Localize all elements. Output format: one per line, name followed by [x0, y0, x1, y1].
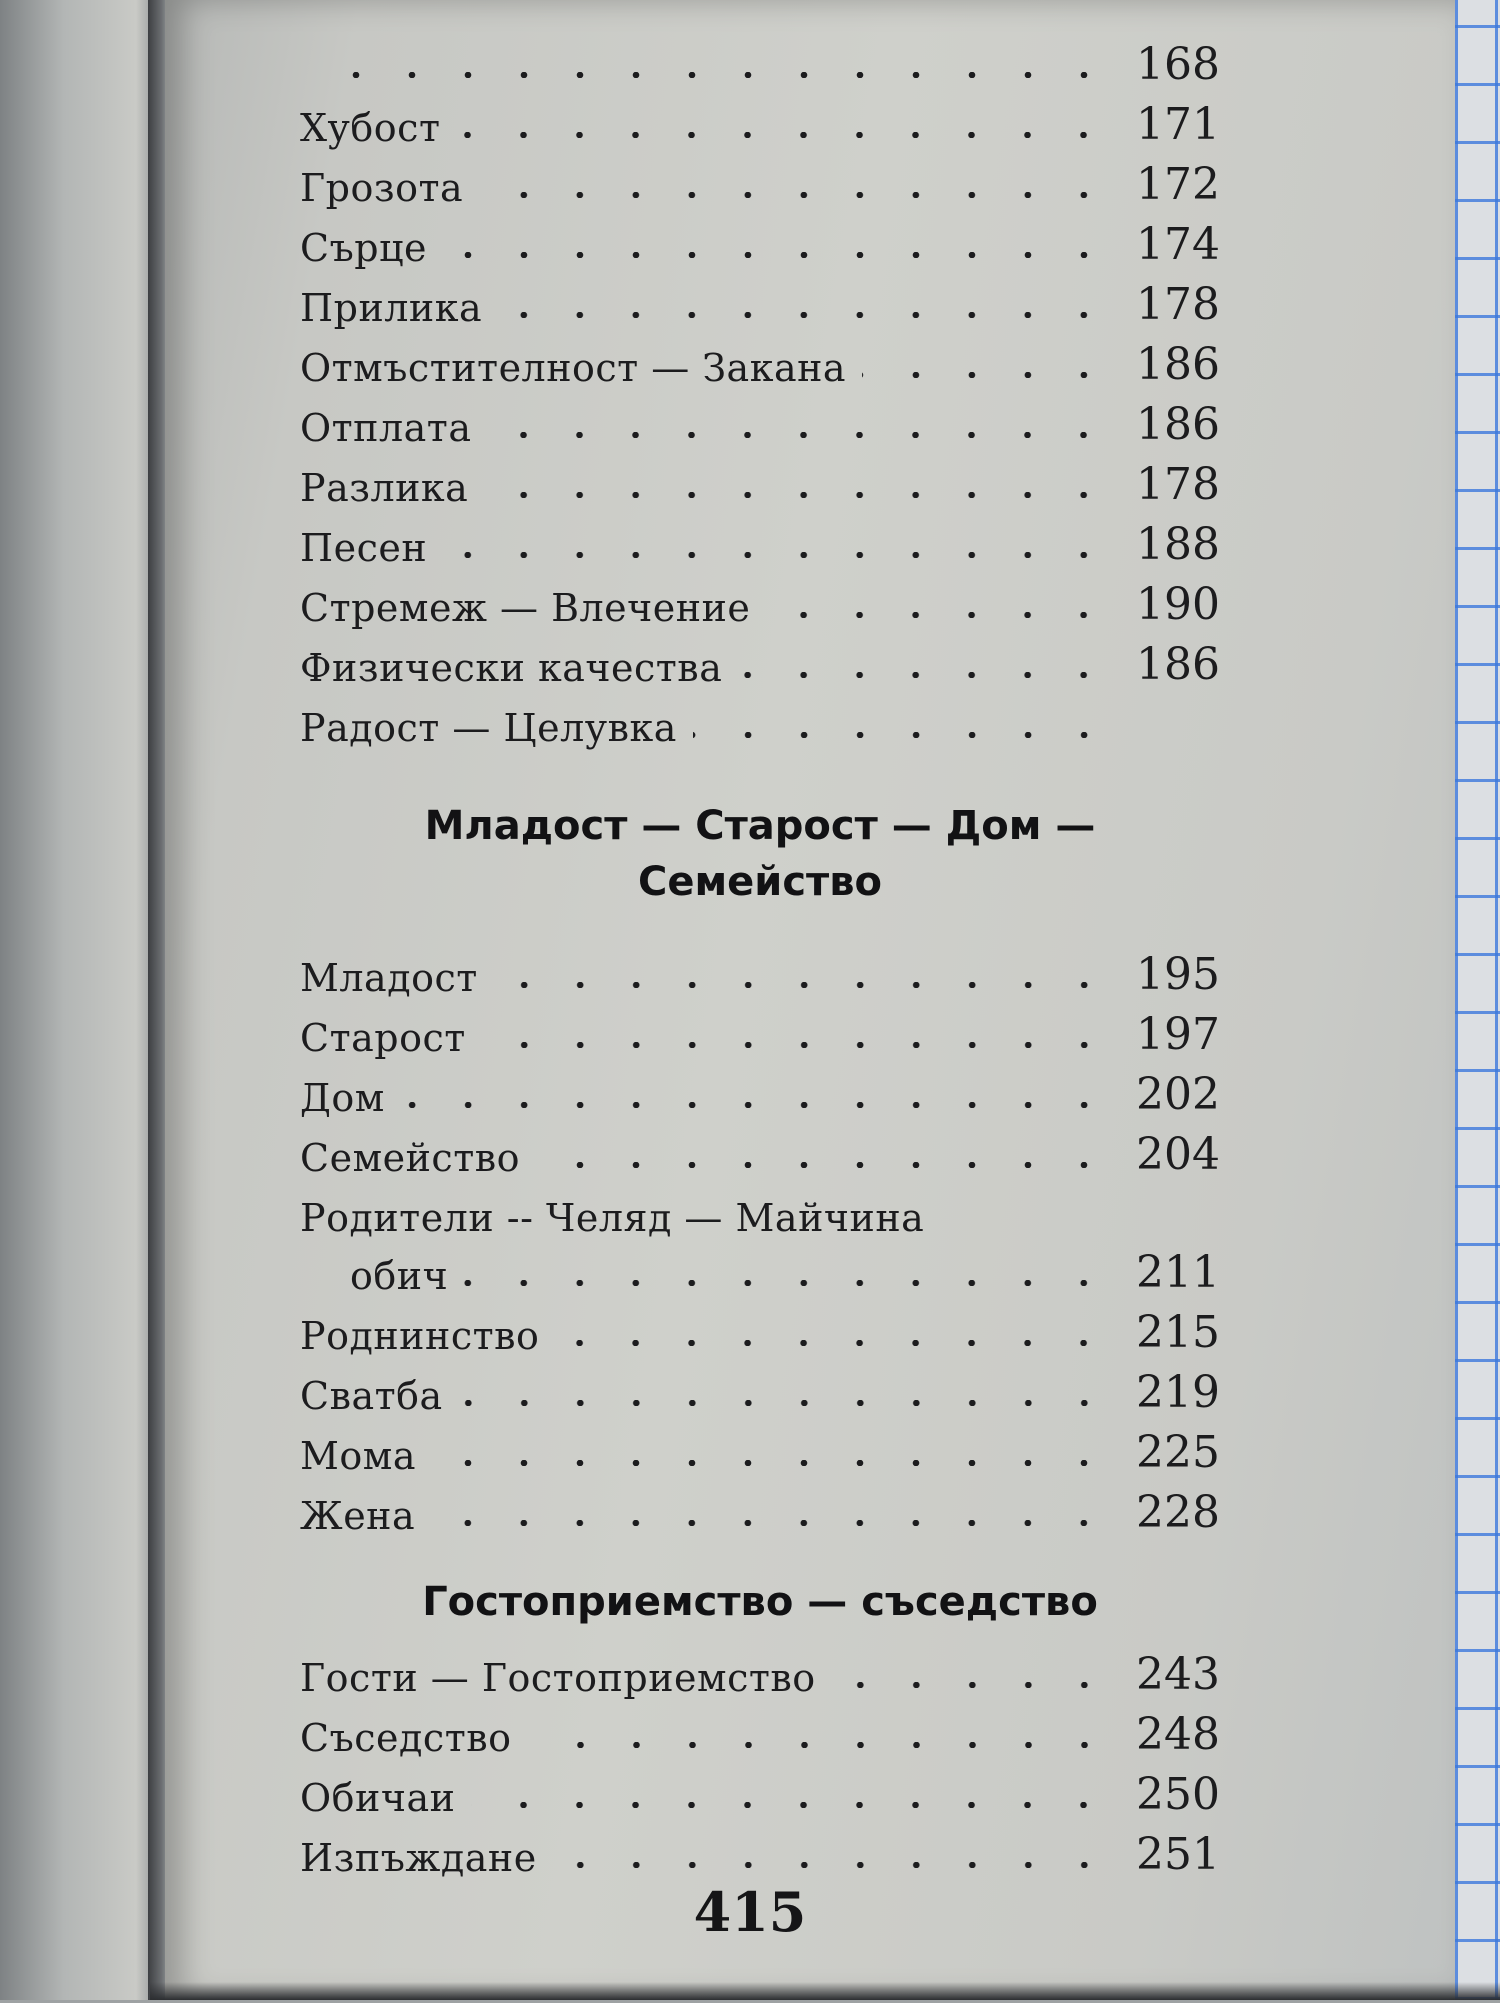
toc-entry	[300, 1240, 1220, 1298]
toc-entry	[300, 1000, 1220, 1060]
section-heading	[300, 1574, 1220, 1630]
toc-entry	[300, 1478, 1220, 1538]
toc-entry-label: Песен	[300, 526, 428, 570]
toc-entry-label: Старост	[300, 1016, 466, 1060]
toc-entry	[300, 1700, 1220, 1760]
toc-entry-label: Младост	[300, 956, 478, 1000]
dot-leader	[555, 1340, 1112, 1346]
dot-leader	[528, 1742, 1113, 1748]
toc-entry-label: Сърце	[300, 226, 428, 270]
toc-entry-label: Мома	[300, 1434, 416, 1478]
dot-leader	[487, 432, 1112, 438]
dot-leader	[479, 192, 1112, 198]
toc-entry	[300, 270, 1220, 330]
toc-entry	[300, 1180, 1220, 1240]
toc-entry-label: Сватба	[300, 1374, 443, 1418]
section-heading-line: Младост — Старост — Дом —	[424, 803, 1096, 849]
dot-leader	[464, 1280, 1112, 1286]
toc-entry-page: 204	[1136, 1129, 1220, 1180]
dot-leader	[484, 492, 1112, 498]
toc-entry-page: 178	[1136, 279, 1220, 330]
toc-entry-label: Грозота	[300, 166, 464, 210]
toc-entry-page: 195	[1136, 949, 1220, 1000]
toc-entry-page: 215	[1136, 1307, 1220, 1358]
toc-entry-page: 171	[1136, 99, 1220, 150]
dot-leader	[536, 1162, 1112, 1168]
toc-entry	[300, 1418, 1220, 1478]
toc-entry-page: 197	[1136, 1009, 1220, 1060]
toc-entry-page: 172	[1136, 159, 1220, 210]
toc-entry-page: 202	[1136, 1069, 1220, 1120]
toc-entry-label: Отплата	[300, 406, 472, 450]
toc-entry	[300, 510, 1220, 570]
toc-entry	[300, 1060, 1220, 1120]
toc-entry-label: Отмъстителност — Закана	[300, 346, 847, 390]
toc-entry	[300, 450, 1220, 510]
section-heading-line: Семейство	[637, 859, 883, 905]
dot-leader	[766, 612, 1112, 618]
toc-group-1	[300, 30, 1220, 750]
dot-leader	[459, 1400, 1112, 1406]
toc-entry	[300, 1820, 1220, 1880]
toc-entry-label: Физически качества	[300, 646, 723, 690]
dot-leader	[482, 1042, 1112, 1048]
toc-entry	[300, 1640, 1220, 1700]
toc-entry	[300, 690, 1220, 750]
toc-entry	[300, 1120, 1220, 1180]
toc-entry-label: Родители -- Челяд — Майчина	[300, 1196, 925, 1240]
toc-entry	[300, 1298, 1220, 1358]
toc-entry-label: Хубост	[300, 106, 441, 150]
toc-entry	[300, 30, 1220, 90]
toc-entry-label: Радост — Целувка	[300, 706, 677, 750]
toc-entry-page: 174	[1136, 219, 1220, 270]
dot-leader	[738, 672, 1112, 678]
toc-entry	[300, 90, 1220, 150]
toc-entry	[300, 630, 1220, 690]
dot-leader	[401, 1102, 1112, 1108]
toc-entry-page: 211	[1136, 1247, 1220, 1298]
toc-entry-label: обич	[350, 1254, 449, 1298]
toc-entry	[300, 940, 1220, 1000]
toc-entry-page: 188	[1136, 519, 1220, 570]
toc-entry-page: 186	[1136, 339, 1220, 390]
toc-entry	[300, 210, 1220, 270]
dot-leader	[498, 312, 1112, 318]
table-of-contents	[300, 30, 1220, 1880]
dot-leader	[693, 732, 1112, 738]
dot-leader	[456, 132, 1112, 138]
toc-entry-label: Дом	[300, 1076, 385, 1120]
toc-entry-label: Разлика	[300, 466, 469, 510]
previous-page-text	[20, 0, 140, 2003]
dot-leader	[832, 1682, 1112, 1688]
section-heading	[300, 798, 1220, 910]
toc-group-3	[300, 1640, 1220, 1880]
notebook-grid-paper	[1455, 0, 1500, 2000]
toc-entry-label: Стремеж — Влечение	[300, 586, 751, 630]
toc-entry-page: 168	[1136, 39, 1220, 90]
dot-leader	[443, 252, 1112, 258]
dot-leader	[431, 1520, 1112, 1526]
toc-group-2	[300, 940, 1220, 1538]
dot-leader	[443, 552, 1112, 558]
toc-entry-page: 186	[1136, 639, 1220, 690]
toc-entry-label: Роднинство	[300, 1314, 540, 1358]
page-bottom-shadow	[150, 1982, 1500, 2000]
toc-entry-page: 186	[1136, 399, 1220, 450]
toc-entry	[300, 330, 1220, 390]
toc-entry-label: Прилика	[300, 286, 483, 330]
toc-entry-label: Обичаи	[300, 1776, 456, 1820]
toc-entry-page: 228	[1136, 1487, 1220, 1538]
toc-entry	[300, 150, 1220, 210]
dot-leader	[316, 72, 1112, 78]
toc-entry-page: 225	[1136, 1427, 1220, 1478]
toc-entry-page: 190	[1136, 579, 1220, 630]
toc-entry-page: 243	[1136, 1649, 1220, 1700]
toc-entry-page: 250	[1136, 1769, 1220, 1820]
dot-leader	[553, 1862, 1112, 1868]
dot-leader	[471, 1802, 1112, 1808]
toc-entry-page: 251	[1136, 1829, 1220, 1880]
toc-entry-page: 219	[1136, 1367, 1220, 1418]
dot-leader	[862, 372, 1112, 378]
dot-leader	[432, 1460, 1112, 1466]
toc-entry-page: 178	[1136, 459, 1220, 510]
toc-entry-page: 248	[1136, 1709, 1220, 1760]
toc-entry-label: Изпъждане	[300, 1836, 537, 1880]
toc-entry	[300, 1760, 1220, 1820]
section-heading-line: Гостоприемство — съседство	[422, 1579, 1098, 1625]
toc-entry-label: Гости — Гостоприемство	[300, 1656, 816, 1700]
toc-entry-label: Семейство	[300, 1136, 521, 1180]
toc-entry	[300, 570, 1220, 630]
previous-page-edge	[0, 0, 160, 2000]
page-number: 415	[693, 1880, 807, 1944]
toc-entry	[300, 390, 1220, 450]
dot-leader	[494, 982, 1112, 988]
toc-entry-label: Жена	[300, 1494, 416, 1538]
toc-entry-label: Съседство	[300, 1716, 512, 1760]
toc-entry	[300, 1358, 1220, 1418]
